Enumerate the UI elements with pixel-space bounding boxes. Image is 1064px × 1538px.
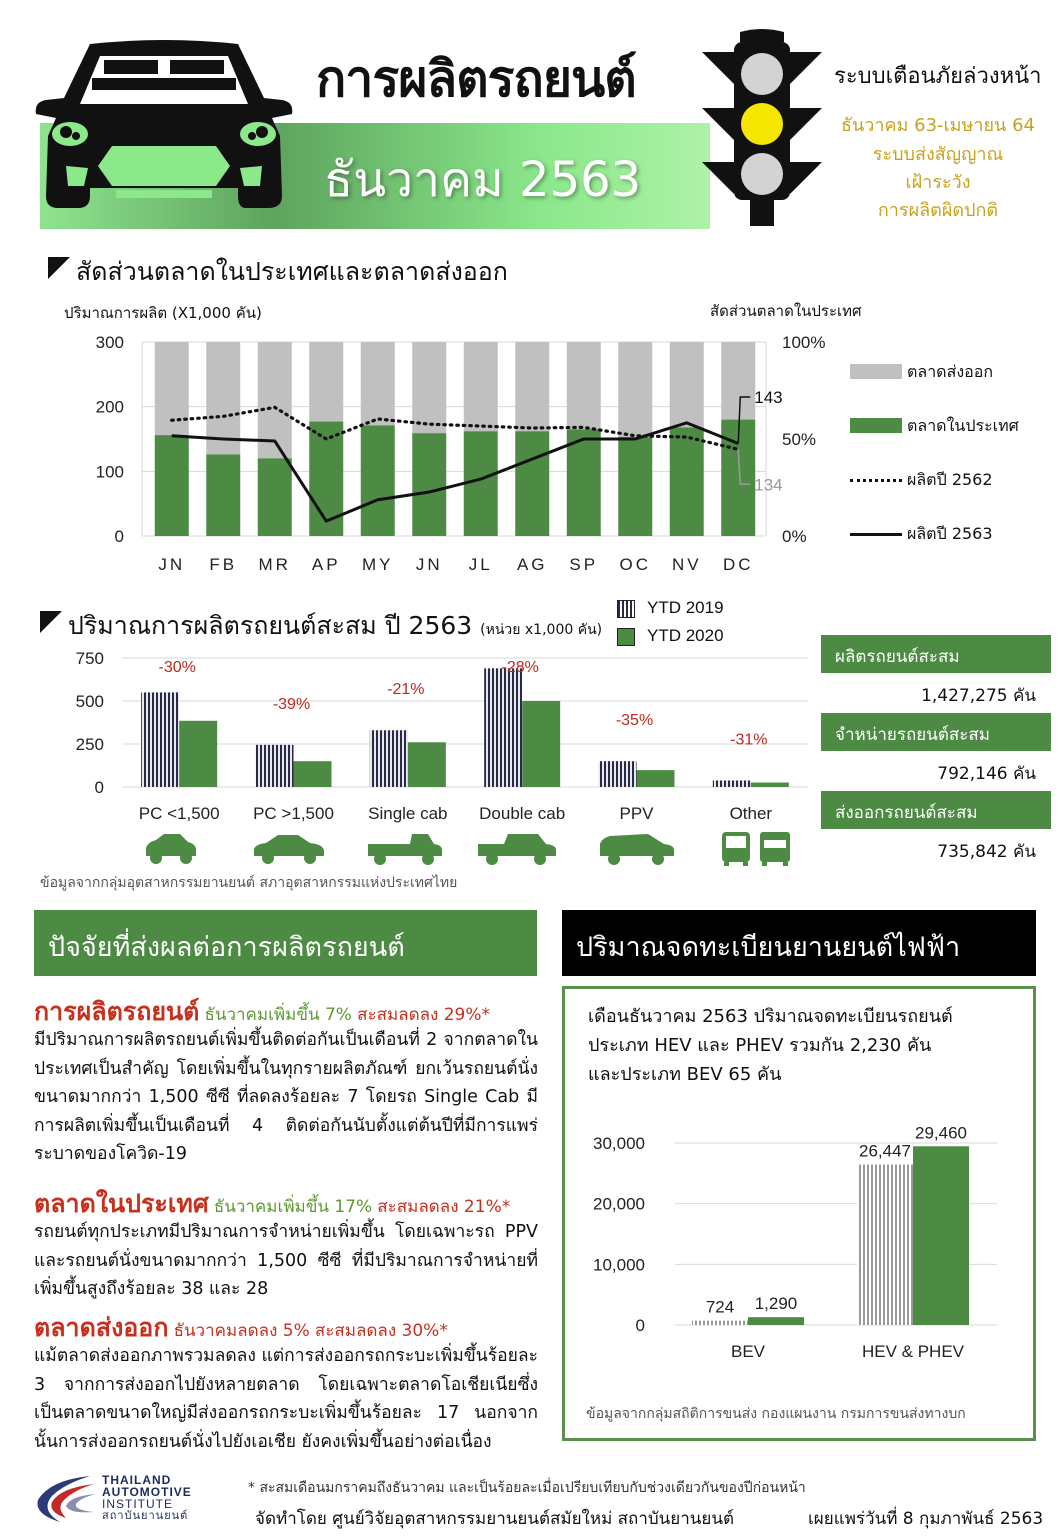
- bar-ytd2020: [751, 783, 789, 787]
- bar-ytd2019: [141, 692, 179, 787]
- bar-ytd2020: [179, 721, 217, 787]
- x-tick-label: AP: [311, 555, 341, 574]
- signal-green-off: [741, 153, 783, 195]
- bar-domestic: [258, 458, 292, 536]
- ev-summary-line: เดือนธันวาคม 2563 ปริมาณจดทะเบียนรถยนต์: [588, 1006, 953, 1027]
- y-tick-label: 200: [95, 397, 124, 417]
- triangle-marker-icon: [40, 611, 62, 633]
- y-axis-title: ปริมาณการผลิต (X1,000 คัน): [64, 304, 262, 322]
- bar-domestic: [155, 435, 189, 536]
- legend-line-2562: [850, 479, 902, 482]
- bar-ytd2019: [484, 668, 522, 787]
- chart-legend: [850, 362, 1060, 552]
- y2-axis-title: สัดส่วนตลาดในประเทศ: [710, 302, 862, 320]
- traffic-light-icon: [700, 28, 825, 228]
- legend-line-2563: [850, 533, 902, 536]
- truck-icon: [760, 832, 790, 866]
- section-heading-text: สัดส่วนตลาดในประเทศและตลาดส่งออก: [76, 257, 508, 286]
- publish-date: เผยแพร่วันที่ 8 กุมภาพันธ์ 2563: [808, 1509, 1044, 1529]
- factor-month-change: ธันวาคมเพิ่มขึ้น 7%: [204, 1005, 352, 1025]
- vehicle-icons-row: [140, 832, 800, 866]
- warning-level: เฝ้าระวัง: [905, 172, 971, 193]
- factors-heading: ปัจจัยที่ส่งผลต่อการผลิตรถยนต์: [34, 910, 537, 976]
- bar-export: [361, 342, 395, 425]
- change-label: -31%: [730, 731, 768, 749]
- y2-tick-label: 50%: [782, 430, 817, 449]
- bar-ytd2019: [370, 730, 408, 787]
- stat-label-export: ส่งออกรถยนต์สะสม: [821, 791, 1051, 829]
- x-tick-label: JL: [468, 555, 493, 574]
- value-label-previous: 26,447: [859, 1141, 911, 1161]
- bar-ytd2020: [294, 761, 332, 787]
- legend-label-domestic: ตลาดในประเทศ: [907, 416, 1019, 435]
- bar-export: [567, 342, 601, 429]
- y2-tick-label: 100%: [782, 333, 826, 352]
- logo-line: AUTOMOTIVE: [102, 1485, 192, 1499]
- factor-month-change: ธันวาคมลดลง 5%: [173, 1321, 310, 1341]
- x-tick-label: Other: [729, 804, 773, 823]
- triangle-marker-icon: [48, 257, 70, 279]
- prepared-by: จัดทำโดย ศูนย์วิจัยอุตสาหกรรมยานยนต์สมัยใหม่ สถาบันยานยนต์: [255, 1509, 735, 1529]
- y-tick-label: 750: [75, 649, 104, 668]
- ev-heading: ปริมาณจดทะเบียนยานยนต์ไฟฟ้าสะสม: [562, 910, 1036, 976]
- warning-line: การผลิตผิดปกติ: [877, 200, 999, 221]
- change-label: -21%: [387, 681, 425, 699]
- ev-registration-chart: [575, 1115, 1015, 1375]
- change-label: -30%: [158, 659, 196, 676]
- x-tick-label: PC <1,500: [138, 804, 220, 823]
- market-share-chart: [80, 328, 840, 588]
- y-tick-label: 0: [94, 778, 104, 797]
- change-label: -28%: [501, 659, 539, 676]
- x-tick-label: Single cab: [368, 804, 448, 823]
- legend-label-2562: ผลิตปี 2562: [907, 470, 993, 489]
- stat-label-production: ผลิตรถยนต์สะสม: [821, 635, 1051, 673]
- x-tick-label: DC: [722, 555, 754, 574]
- legend-label-export: ตลาดส่งออก: [907, 362, 994, 381]
- ev-data-source: ข้อมูลจากกลุ่มสถิติการขนส่ง กองแผนงาน กรมการขนส่งทางบก: [586, 1406, 966, 1422]
- ytd-production-chart: [60, 645, 820, 835]
- page-title: การผลิตรถยนต์: [316, 50, 636, 108]
- bar-domestic: [412, 433, 446, 536]
- bar-current: [748, 1317, 804, 1325]
- legend-swatch-domestic: [850, 418, 902, 433]
- logo-line: INSTITUTE: [102, 1497, 173, 1511]
- factor-body: มีปริมาณการผลิตรถยนต์เพิ่มขึ้นติดต่อกันเป็นเดือนที่ 2 จากตลาดในประเทศเป็นสำคัญ โดยเพิ่มขึ้นในทุกรายผลิตภัณฑ์ ยกเว้นรถยนต์นั่งขนาดมากกว่า 1,500 ซีซี ที่ลดลงร้อยละ 7 โดยรถ Single Cab มีการผลิตเพิ่มขึ้นเป็นเดือนที่ 4 ติดต่อกันนับตั้งแต่ต้นปีที่มีการแพร่ระบาดของโควิด-19: [34, 1030, 538, 1164]
- x-tick-label: SP: [569, 555, 599, 574]
- bar-domestic: [515, 431, 549, 536]
- unit-label: (หน่วย x1,000 คัน): [480, 622, 603, 638]
- change-label: -35%: [615, 712, 654, 730]
- bar-previous: [692, 1321, 748, 1325]
- x-tick-label: FB: [209, 555, 238, 574]
- bar-export: [309, 342, 343, 422]
- bar-ytd2020: [522, 701, 560, 787]
- x-tick-label: BEV: [730, 1342, 766, 1361]
- y-tick-label: 300: [95, 333, 124, 352]
- factor-month-change: ธันวาคมเพิ่มขึ้น 17%: [213, 1197, 373, 1217]
- section-heading-ytd: [40, 606, 602, 646]
- x-tick-label: PC >1,500: [253, 804, 334, 823]
- warning-title: ระบบเตือนภัยล่วงหน้า: [834, 64, 1042, 89]
- ev-summary-line: ประเภท HEV และ PHEV รวมกัน 2,230 คัน: [588, 1035, 932, 1056]
- annotation-label-2563: 143: [754, 387, 783, 407]
- bar-ytd2019: [713, 780, 751, 787]
- x-tick-label: Double cab: [479, 804, 566, 823]
- bus-icon: [722, 832, 750, 866]
- x-tick-label: OC: [619, 555, 651, 574]
- footnote: * สะสมเดือนมกราคมถึงธันวาคม และเป็นร้อยละเมื่อเปรียบเทียบกับช่วงเดียวกันของปีก่อนหน้า: [248, 1480, 806, 1496]
- x-tick-label: HEV & PHEV: [861, 1342, 965, 1361]
- value-label-previous: 724: [705, 1297, 735, 1317]
- legend-swatch-ytd2020: [617, 628, 635, 646]
- bar-ytd2020: [408, 742, 446, 787]
- signal-yellow-on: [741, 103, 783, 145]
- y-tick-label: 500: [75, 692, 104, 711]
- y-tick-label: 0: [114, 527, 124, 546]
- section-heading-text: ปริมาณการผลิตรถยนต์สะสม ปี 2563: [68, 611, 473, 640]
- stat-value-sales: 792,146 คัน: [937, 764, 1036, 784]
- x-tick-label: JN: [415, 555, 443, 574]
- y-tick-label: 10,000: [593, 1255, 645, 1275]
- change-label: -39%: [272, 695, 311, 713]
- bar-ytd2019: [256, 745, 294, 787]
- signal-red-off: [741, 53, 783, 95]
- y-tick-label: 30,000: [593, 1134, 645, 1153]
- warning-period: ธันวาคม 63-เมษายน 64: [840, 115, 1035, 136]
- annotation-label-2562: 134: [754, 475, 783, 495]
- factor-body: รถยนต์ทุกประเภทมีปริมาณการจำหน่ายเพิ่มขึ้น โดยเฉพาะรถ PPV และรถยนต์นั่งขนาดมากกว่า 1,500 ซีซี ที่มีปริมาณการจำหน่ายที่เพิ่มขึ้นสูงถึงร้อยละ 38 และ 28: [34, 1222, 538, 1299]
- x-tick-label: PPV: [619, 804, 654, 823]
- legend-swatch-ytd2019: [617, 600, 635, 618]
- legend-label-ytd2020: YTD 2020: [647, 626, 724, 645]
- single-cab-pickup-icon: [368, 834, 442, 865]
- stat-value-export: 735,842 คัน: [937, 842, 1036, 862]
- x-tick-label: NV: [671, 555, 702, 574]
- warning-line: ระบบส่งสัญญาณ: [872, 144, 1004, 165]
- bar-domestic: [361, 425, 395, 536]
- tai-logo-swoosh-icon: [30, 1470, 100, 1530]
- bar-previous: [857, 1165, 913, 1325]
- ppv-suv-icon: [600, 834, 674, 865]
- factor-body: แม้ตลาดส่งออกภาพรวมลดลง แต่การส่งออกรถกระบะเพิ่มขึ้นร้อยละ 3 จากการส่งออกไปยังหลายตลาด โดยเฉพาะตลาดโอเชียเนียซึ่งเป็นตลาดขนาดใหญ่มีส่งออกรถกระบะเพิ่มขึ้นร้อยละ 17 นอกจากนั้นการส่งออกรถยนต์นั่งไปยังเอเชีย ยังคงเพิ่มขึ้นอย่างต่อเนื่อง: [34, 1346, 538, 1452]
- bar-domestic: [618, 437, 652, 536]
- x-tick-label: AG: [516, 555, 548, 574]
- section-heading-market-share: [48, 252, 508, 292]
- bar-current: [913, 1146, 969, 1325]
- legend-swatch-export: [850, 364, 902, 379]
- logo-line: สถาบันยานยนต์: [102, 1510, 189, 1522]
- bar-export: [515, 342, 549, 431]
- x-tick-label: MY: [362, 555, 394, 574]
- y-tick-label: 100: [95, 462, 124, 482]
- bar-export: [721, 342, 755, 420]
- bar-export: [412, 342, 446, 433]
- ev-summary: [588, 1002, 953, 1089]
- line-production-2562: [172, 407, 739, 449]
- report-month: ธันวาคม 2563: [324, 152, 642, 208]
- bar-domestic: [670, 427, 704, 536]
- factor-title: ตลาดในประเทศ: [34, 1189, 209, 1218]
- tai-logo-text: [102, 1474, 192, 1522]
- logo-line: THAILAND: [102, 1473, 172, 1487]
- double-cab-pickup-icon: [478, 834, 556, 865]
- bar-ytd2019: [599, 761, 637, 787]
- ev-summary-line: และประเภท BEV 65 คัน: [588, 1064, 782, 1085]
- y-tick-label: 250: [75, 735, 104, 754]
- x-tick-label: JN: [158, 555, 186, 574]
- bar-export: [618, 342, 652, 437]
- bar-export: [670, 342, 704, 427]
- bar-domestic: [567, 429, 601, 536]
- factor-ytd-change: สะสมลดลง 29%*: [357, 1005, 491, 1025]
- value-label-current: 1,290: [754, 1294, 798, 1314]
- small-car-icon: [146, 834, 196, 864]
- y-tick-label: 0: [635, 1316, 645, 1335]
- value-label-current: 29,460: [915, 1123, 967, 1143]
- bar-ytd2020: [637, 770, 675, 787]
- legend-label-ytd2019: YTD 2019: [647, 598, 724, 617]
- stat-value-production: 1,427,275 คัน: [921, 686, 1036, 706]
- data-source: ข้อมูลจากกลุ่มอุตสาหกรรมยานยนต์ สภาอุตสาหกรรมแห่งประเทศไทย: [40, 875, 458, 891]
- factor-ytd-change: สะสมลดลง 21%*: [377, 1197, 511, 1217]
- legend-label-2563: ผลิตปี 2563: [907, 524, 993, 543]
- x-tick-label: MR: [258, 555, 291, 574]
- factor-title: การผลิตรถยนต์: [34, 997, 200, 1026]
- car-front-icon: [32, 36, 297, 214]
- y-tick-label: 20,000: [593, 1194, 645, 1214]
- bar-domestic: [206, 455, 240, 536]
- factor-title: ตลาดส่งออก: [34, 1313, 169, 1342]
- stat-label-sales: จำหน่ายรถยนต์สะสม: [821, 713, 1051, 751]
- factor-ytd-change: สะสมลดลง 30%*: [314, 1321, 448, 1341]
- y2-tick-label: 0%: [782, 527, 807, 546]
- bar-export: [464, 342, 498, 431]
- sedan-icon: [254, 835, 324, 864]
